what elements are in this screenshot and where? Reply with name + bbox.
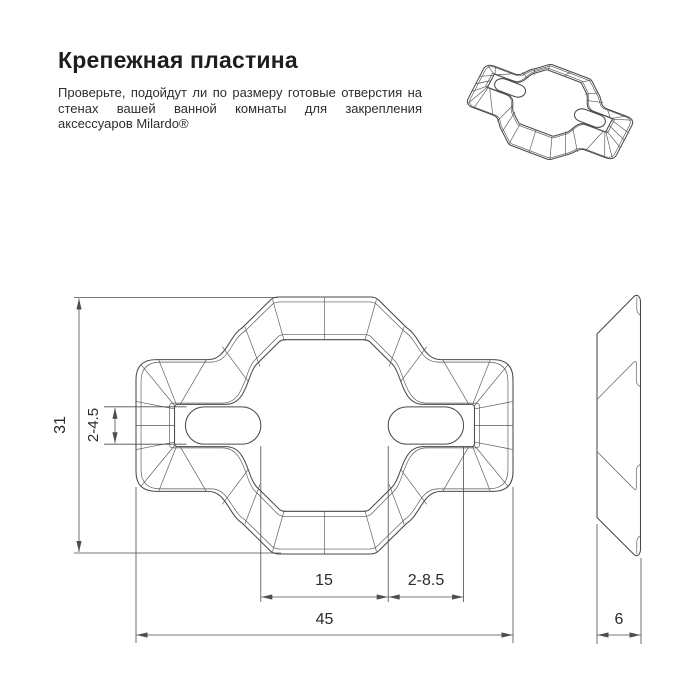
dimension-label-height: 31 xyxy=(52,416,69,434)
iso-mounting-slots xyxy=(492,76,608,129)
plate-mounting-slots xyxy=(185,407,463,444)
side-profile-outline xyxy=(597,295,641,555)
dimension-label-width: 45 xyxy=(315,611,334,628)
dimension-width-45 xyxy=(136,487,513,643)
dimension-thickness-6 xyxy=(597,524,641,644)
plate-top-face-outline xyxy=(175,340,475,512)
plate-wall-draft-lines xyxy=(136,297,513,554)
front-view-drawing xyxy=(136,297,513,554)
page-subtitle: Проверьте, подойдут ли по размеру готовые отверстия на стенах вашей ванной комнаты для закрепления аксессуаров Milardo® xyxy=(58,85,422,131)
isometric-view-drawing xyxy=(455,44,645,181)
plate-top-face-fillet xyxy=(170,335,480,517)
dimension-label-slot-height: 2-4.5 xyxy=(85,407,102,443)
dimension-label-thickness: 6 xyxy=(614,611,624,628)
side-profile-inner-edges xyxy=(597,297,640,554)
side-view-drawing xyxy=(597,295,641,555)
dimension-label-slot-spacing: 15 xyxy=(315,572,333,589)
iso-base-outline xyxy=(455,44,645,181)
dimension-label-slot-length: 2-8.5 xyxy=(407,572,445,589)
page-title: Крепежная пластина xyxy=(58,47,298,73)
